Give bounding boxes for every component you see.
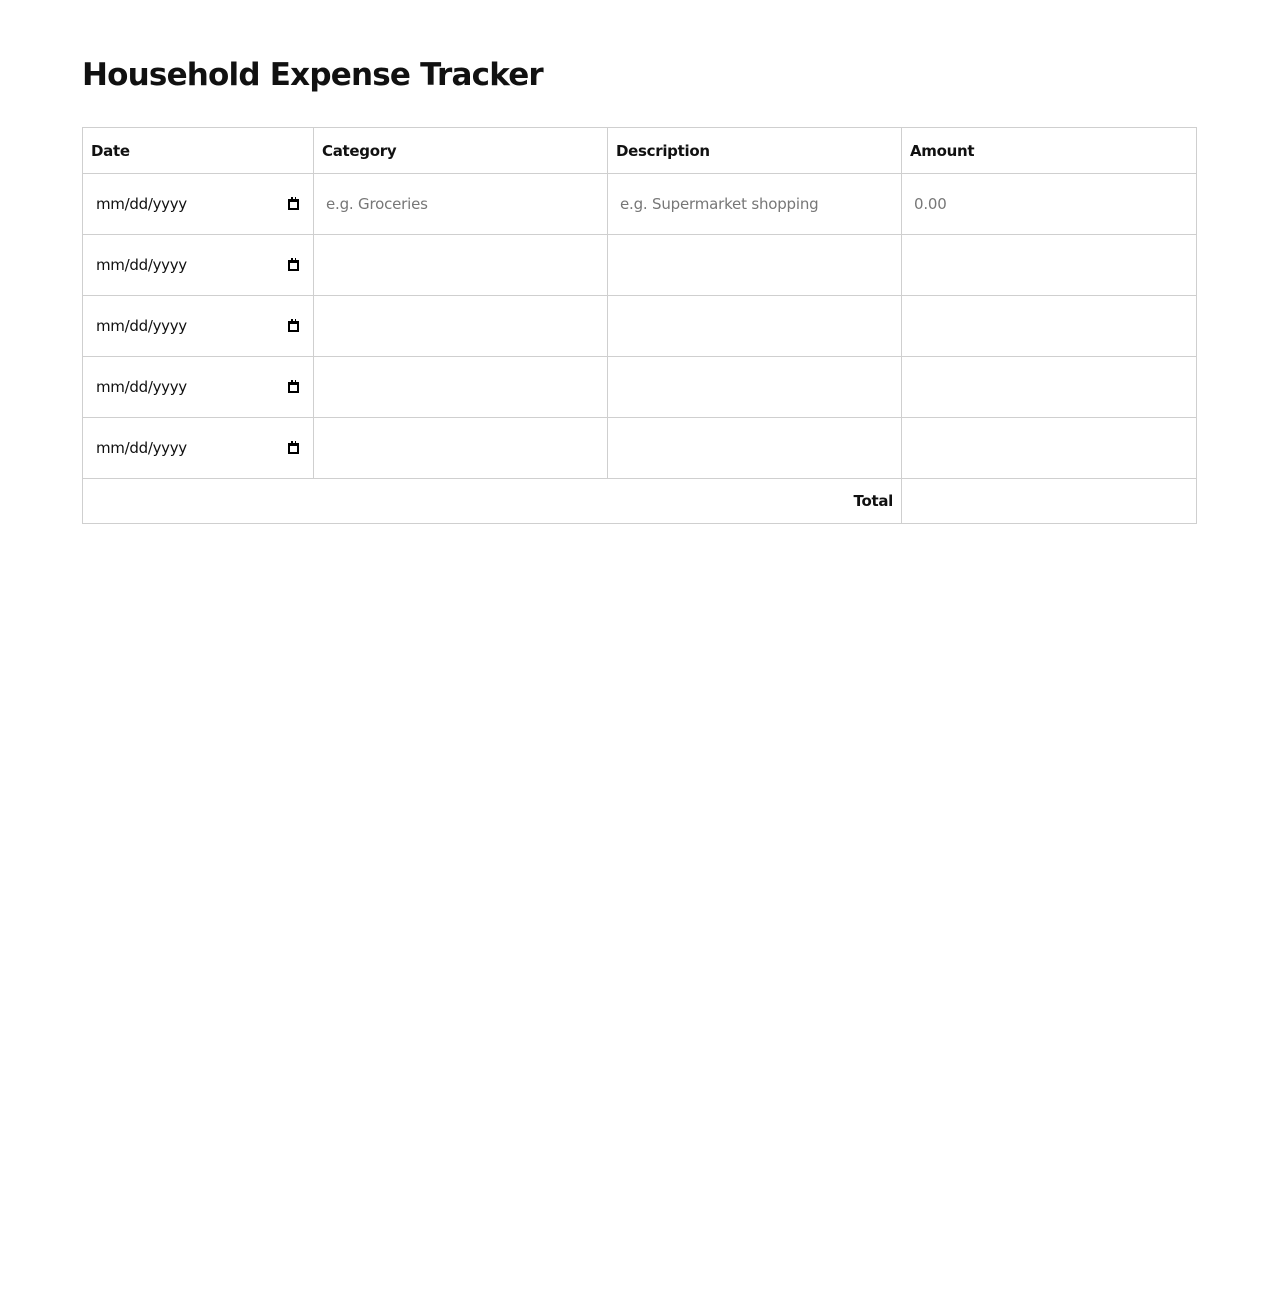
amount-cell[interactable] <box>902 296 1197 357</box>
calendar-icon[interactable] <box>288 443 299 454</box>
page-title: Household Expense Tracker <box>82 57 543 93</box>
calendar-icon[interactable] <box>288 382 299 393</box>
calendar-icon[interactable] <box>288 260 299 271</box>
calendar-icon[interactable] <box>288 199 299 210</box>
date-input[interactable]: mm/dd/yyyy <box>83 296 313 356</box>
header-description: Description <box>608 128 902 174</box>
date-input[interactable]: mm/dd/yyyy <box>83 174 313 234</box>
page <box>82 52 1196 510</box>
category-cell[interactable] <box>314 418 608 479</box>
table-row <box>83 418 1197 479</box>
expense-table <box>82 127 1197 524</box>
description-input[interactable]: e.g. Supermarket shopping <box>620 195 819 213</box>
calendar-icon[interactable] <box>288 321 299 332</box>
header-amount: Amount <box>902 128 1197 174</box>
description-cell[interactable] <box>608 235 902 296</box>
category-cell[interactable] <box>314 357 608 418</box>
table-row <box>83 235 1197 296</box>
category-input[interactable]: e.g. Groceries <box>326 195 428 213</box>
total-row <box>83 479 1197 524</box>
total-value <box>902 479 1197 524</box>
header-date: Date <box>83 128 314 174</box>
category-cell[interactable] <box>314 296 608 357</box>
description-cell[interactable] <box>608 418 902 479</box>
total-label: Total <box>83 479 902 524</box>
table-row <box>83 296 1197 357</box>
header-category: Category <box>314 128 608 174</box>
date-input[interactable]: mm/dd/yyyy <box>83 235 313 295</box>
description-cell[interactable] <box>608 357 902 418</box>
date-input[interactable]: mm/dd/yyyy <box>83 418 313 478</box>
date-input[interactable]: mm/dd/yyyy <box>83 357 313 417</box>
table-row <box>83 174 1197 235</box>
amount-cell[interactable] <box>902 235 1197 296</box>
amount-cell[interactable] <box>902 357 1197 418</box>
amount-cell[interactable] <box>902 418 1197 479</box>
table-row <box>83 357 1197 418</box>
header-row <box>83 128 1197 174</box>
category-cell[interactable] <box>314 235 608 296</box>
amount-input[interactable]: 0.00 <box>914 195 947 213</box>
description-cell[interactable] <box>608 296 902 357</box>
